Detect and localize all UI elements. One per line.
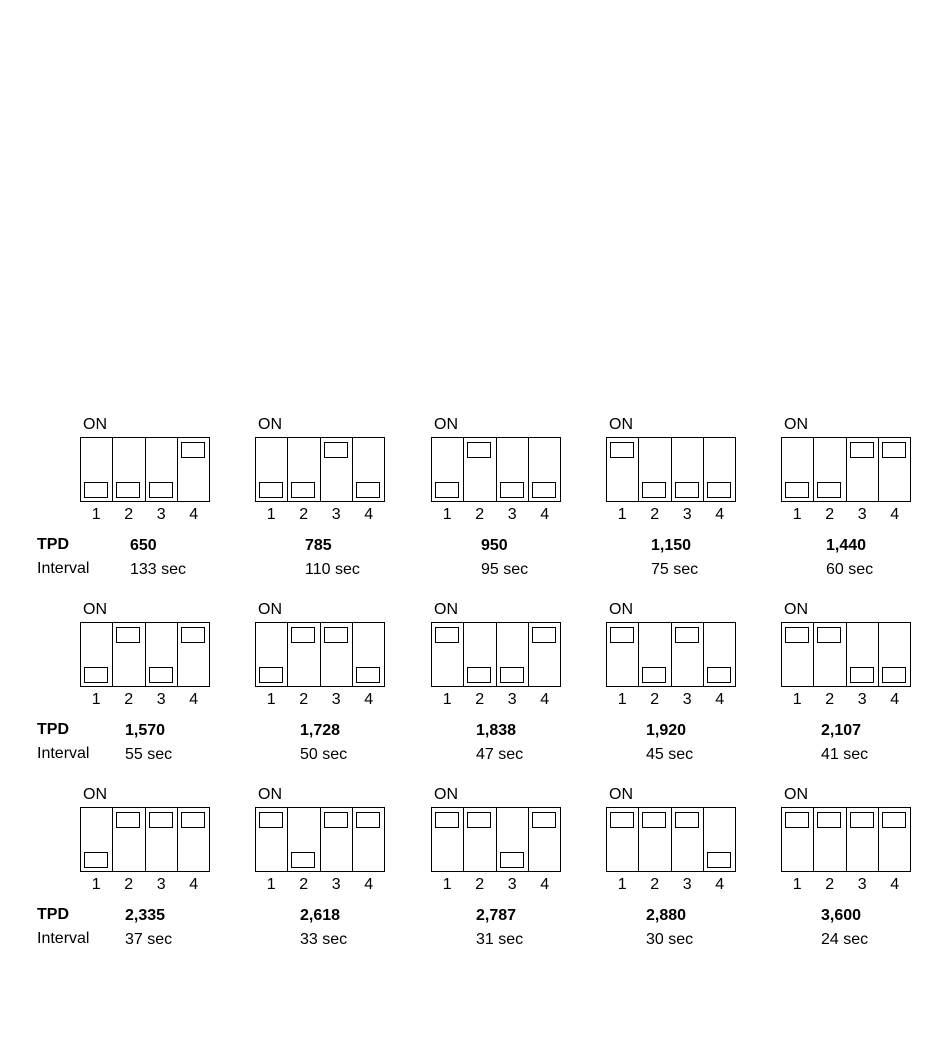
switch-number: 3 (331, 506, 341, 523)
interval-value: 37 sec (125, 931, 173, 948)
switch-number: 2 (299, 506, 309, 523)
switch-slot-4 (178, 438, 209, 501)
switch-knob-1 (785, 482, 809, 498)
switch-slot-1 (81, 438, 113, 501)
switch-number: 2 (124, 506, 134, 523)
switch-number: 1 (617, 691, 627, 708)
switch-knob-3 (149, 482, 173, 498)
switch-number: 2 (299, 876, 309, 893)
switch-number: 3 (156, 691, 166, 708)
tpd-value: 1,838 (476, 722, 517, 739)
switch-knob-4 (882, 667, 906, 683)
switch-number: 3 (857, 506, 867, 523)
switch-number: 3 (682, 876, 692, 893)
switch-slot-2 (288, 623, 320, 686)
switch-slot-3 (321, 438, 353, 501)
switch-knob-2 (817, 482, 841, 498)
switch-number: 3 (156, 876, 166, 893)
switch-knob-4 (532, 627, 556, 643)
switch-number: 4 (890, 506, 900, 523)
switch-number: 3 (507, 691, 517, 708)
switch-knob-3 (500, 852, 524, 868)
switch-slot-1 (782, 438, 814, 501)
switch-knob-3 (324, 627, 348, 643)
switch-knob-4 (181, 442, 205, 458)
switch-knob-4 (707, 667, 731, 683)
switch-knob-3 (850, 667, 874, 683)
on-label: ON (83, 416, 107, 433)
switch-number: 2 (124, 691, 134, 708)
interval-row-label: Interval (37, 745, 90, 762)
switch-number: 4 (715, 506, 725, 523)
dip-switch-block (80, 807, 210, 872)
switch-slot-2 (288, 438, 320, 501)
switch-slot-4 (529, 438, 560, 501)
switch-knob-3 (675, 812, 699, 828)
switch-number: 3 (682, 506, 692, 523)
switch-number: 1 (617, 506, 627, 523)
switch-number: 4 (540, 876, 550, 893)
dip-switch-setting (431, 416, 563, 578)
switch-slot-4 (879, 623, 910, 686)
dip-switch-block (255, 807, 385, 872)
switch-slot-1 (607, 438, 639, 501)
switch-slot-3 (321, 808, 353, 871)
switch-number: 4 (189, 876, 199, 893)
switch-knob-4 (532, 812, 556, 828)
dip-switch-block (606, 622, 736, 687)
on-label: ON (609, 416, 633, 433)
switch-knob-4 (532, 482, 556, 498)
switch-knob-4 (181, 812, 205, 828)
switch-number: 4 (540, 691, 550, 708)
tpd-value: 2,107 (821, 722, 862, 739)
dip-switch-setting (80, 601, 212, 763)
switch-number: 1 (617, 876, 627, 893)
switch-number: 1 (792, 506, 802, 523)
switch-slot-4 (353, 438, 384, 501)
switch-knob-2 (467, 442, 491, 458)
switch-number: 3 (857, 876, 867, 893)
switch-slot-1 (256, 623, 288, 686)
switch-knob-4 (356, 812, 380, 828)
dip-switch-block (606, 437, 736, 502)
switch-knob-2 (817, 627, 841, 643)
switch-knob-2 (642, 812, 666, 828)
switch-knob-4 (356, 482, 380, 498)
switch-knob-1 (435, 482, 459, 498)
on-label: ON (258, 601, 282, 618)
dip-switch-block (255, 622, 385, 687)
switch-knob-1 (84, 852, 108, 868)
dip-switch-setting (606, 601, 738, 763)
tpd-row-label: TPD (37, 721, 69, 738)
switch-knob-3 (675, 627, 699, 643)
switch-number: 2 (825, 876, 835, 893)
tpd-row-label: TPD (37, 536, 69, 553)
switch-numbers (781, 506, 911, 524)
switch-number: 1 (792, 691, 802, 708)
switch-number: 4 (540, 506, 550, 523)
on-label: ON (83, 601, 107, 618)
interval-row-label: Interval (37, 930, 90, 947)
switch-slot-3 (497, 438, 529, 501)
interval-value: 95 sec (481, 561, 529, 578)
switch-numbers (606, 691, 736, 709)
switch-slot-2 (113, 438, 145, 501)
switch-number: 2 (475, 691, 485, 708)
switch-number: 3 (857, 691, 867, 708)
switch-slot-1 (782, 623, 814, 686)
dip-switch-block (781, 622, 911, 687)
switch-number: 2 (650, 876, 660, 893)
interval-value: 31 sec (476, 931, 524, 948)
switch-number: 2 (825, 506, 835, 523)
dip-switch-block (431, 437, 561, 502)
switch-number: 2 (650, 691, 660, 708)
switch-number: 4 (715, 876, 725, 893)
switch-knob-3 (675, 482, 699, 498)
dip-switch-setting (255, 601, 387, 763)
tpd-value: 2,618 (300, 907, 341, 924)
switch-slot-1 (81, 623, 113, 686)
switch-knob-2 (467, 667, 491, 683)
dip-switch-setting (606, 786, 738, 948)
switch-knob-1 (259, 667, 283, 683)
switch-number: 3 (507, 506, 517, 523)
switch-numbers (255, 876, 385, 894)
switch-number: 4 (890, 876, 900, 893)
switch-number: 1 (442, 691, 452, 708)
interval-value: 33 sec (300, 931, 348, 948)
on-label: ON (434, 416, 458, 433)
switch-slot-1 (256, 438, 288, 501)
interval-value: 133 sec (130, 561, 187, 578)
switch-knob-3 (850, 812, 874, 828)
switch-numbers (431, 691, 561, 709)
switch-slot-4 (879, 808, 910, 871)
dip-switch-setting (781, 416, 913, 578)
switch-number: 2 (299, 691, 309, 708)
switch-knob-2 (291, 852, 315, 868)
interval-value: 47 sec (476, 746, 524, 763)
interval-value: 75 sec (651, 561, 699, 578)
switch-number: 1 (266, 876, 276, 893)
switch-slot-3 (847, 438, 879, 501)
dip-switch-block (606, 807, 736, 872)
switch-number: 1 (442, 506, 452, 523)
switch-slot-4 (529, 808, 560, 871)
switch-number: 1 (792, 876, 802, 893)
switch-number: 3 (507, 876, 517, 893)
on-label: ON (784, 601, 808, 618)
switch-slot-2 (814, 808, 846, 871)
switch-knob-1 (785, 812, 809, 828)
switch-knob-1 (84, 667, 108, 683)
dip-switch-setting (80, 786, 212, 948)
interval-value: 110 sec (305, 561, 360, 578)
switch-slot-3 (672, 808, 704, 871)
switch-numbers (80, 506, 210, 524)
tpd-value: 1,920 (646, 722, 687, 739)
tpd-value: 1,570 (125, 722, 166, 739)
switch-number: 1 (266, 691, 276, 708)
switch-number: 3 (331, 876, 341, 893)
switch-numbers (606, 506, 736, 524)
switch-knob-3 (324, 442, 348, 458)
switch-numbers (781, 876, 911, 894)
switch-knob-2 (291, 627, 315, 643)
interval-value: 41 sec (821, 746, 869, 763)
switch-numbers (255, 506, 385, 524)
switch-number: 3 (682, 691, 692, 708)
interval-value: 30 sec (646, 931, 694, 948)
dip-switch-setting (80, 416, 212, 578)
switch-slot-3 (847, 808, 879, 871)
switch-knob-2 (291, 482, 315, 498)
on-label: ON (784, 416, 808, 433)
switch-knob-3 (149, 812, 173, 828)
switch-number: 1 (91, 506, 101, 523)
switch-slot-1 (432, 808, 464, 871)
switch-slot-1 (607, 808, 639, 871)
switch-slot-1 (256, 808, 288, 871)
tpd-value: 950 (481, 537, 508, 554)
switch-slot-2 (113, 623, 145, 686)
dip-switch-block (80, 622, 210, 687)
switch-number: 1 (91, 876, 101, 893)
switch-knob-2 (642, 482, 666, 498)
switch-slot-2 (464, 438, 496, 501)
switch-number: 3 (331, 691, 341, 708)
switch-knob-1 (84, 482, 108, 498)
switch-slot-4 (529, 623, 560, 686)
switch-number: 4 (715, 691, 725, 708)
switch-knob-3 (500, 482, 524, 498)
switch-slot-3 (146, 438, 178, 501)
switch-knob-4 (181, 627, 205, 643)
switch-number: 2 (124, 876, 134, 893)
switch-numbers (80, 876, 210, 894)
switch-knob-1 (610, 442, 634, 458)
switch-slot-4 (704, 808, 735, 871)
switch-numbers (255, 691, 385, 709)
switch-slot-4 (704, 438, 735, 501)
switch-knob-4 (707, 482, 731, 498)
switch-slot-2 (113, 808, 145, 871)
switch-knob-3 (324, 812, 348, 828)
switch-number: 4 (189, 691, 199, 708)
dip-switch-setting (781, 786, 913, 948)
switch-slot-2 (464, 808, 496, 871)
tpd-value: 785 (305, 537, 332, 554)
dip-switch-setting (431, 601, 563, 763)
switch-knob-4 (356, 667, 380, 683)
switch-number: 2 (475, 876, 485, 893)
switch-slot-3 (497, 623, 529, 686)
on-label: ON (609, 786, 633, 803)
switch-slot-2 (639, 623, 671, 686)
tpd-value: 1,150 (651, 537, 692, 554)
dip-switch-setting (255, 786, 387, 948)
switch-knob-1 (259, 812, 283, 828)
on-label: ON (434, 786, 458, 803)
switch-knob-1 (610, 812, 634, 828)
switch-slot-4 (178, 808, 209, 871)
switch-knob-1 (435, 627, 459, 643)
switch-slot-3 (672, 623, 704, 686)
switch-knob-2 (116, 627, 140, 643)
switch-slot-3 (672, 438, 704, 501)
switch-slot-4 (704, 623, 735, 686)
dip-switch-setting (606, 416, 738, 578)
switch-numbers (606, 876, 736, 894)
switch-slot-3 (847, 623, 879, 686)
switch-slot-1 (81, 808, 113, 871)
switch-knob-4 (707, 852, 731, 868)
switch-slot-4 (178, 623, 209, 686)
switch-slot-4 (353, 623, 384, 686)
dip-switch-block (781, 437, 911, 502)
dip-switch-block (431, 807, 561, 872)
on-label: ON (784, 786, 808, 803)
tpd-value: 2,335 (125, 907, 166, 924)
switch-slot-2 (288, 808, 320, 871)
switch-knob-4 (882, 812, 906, 828)
switch-knob-1 (610, 627, 634, 643)
switch-slot-2 (639, 808, 671, 871)
on-label: ON (258, 416, 282, 433)
switch-slot-3 (497, 808, 529, 871)
switch-knob-2 (817, 812, 841, 828)
switch-slot-2 (814, 623, 846, 686)
switch-slot-3 (146, 623, 178, 686)
tpd-value: 1,440 (826, 537, 867, 554)
switch-knob-3 (850, 442, 874, 458)
switch-slot-1 (607, 623, 639, 686)
switch-knob-1 (785, 627, 809, 643)
switch-knob-1 (435, 812, 459, 828)
dip-switch-block (255, 437, 385, 502)
dip-switch-setting (255, 416, 387, 578)
switch-slot-2 (639, 438, 671, 501)
switch-number: 2 (825, 691, 835, 708)
switch-number: 1 (91, 691, 101, 708)
tpd-value: 1,728 (300, 722, 341, 739)
switch-number: 4 (890, 691, 900, 708)
dip-switch-setting (781, 601, 913, 763)
switch-slot-2 (464, 623, 496, 686)
switch-slot-3 (146, 808, 178, 871)
switch-number: 4 (189, 506, 199, 523)
interval-value: 24 sec (821, 931, 869, 948)
switch-number: 2 (475, 506, 485, 523)
switch-knob-4 (882, 442, 906, 458)
switch-number: 4 (364, 691, 374, 708)
switch-slot-4 (353, 808, 384, 871)
switch-knob-2 (116, 812, 140, 828)
switch-slot-1 (432, 623, 464, 686)
interval-value: 45 sec (646, 746, 694, 763)
tpd-value: 2,787 (476, 907, 517, 924)
switch-number: 1 (442, 876, 452, 893)
switch-slot-4 (879, 438, 910, 501)
dip-switch-setting (431, 786, 563, 948)
tpd-row-label: TPD (37, 906, 69, 923)
switch-number: 1 (266, 506, 276, 523)
interval-value: 60 sec (826, 561, 874, 578)
switch-slot-3 (321, 623, 353, 686)
dip-switch-block (431, 622, 561, 687)
switch-slot-2 (814, 438, 846, 501)
switch-knob-3 (149, 667, 173, 683)
switch-number: 4 (364, 876, 374, 893)
switch-knob-2 (642, 667, 666, 683)
switch-numbers (431, 506, 561, 524)
interval-row-label: Interval (37, 560, 90, 577)
switch-number: 3 (156, 506, 166, 523)
on-label: ON (258, 786, 282, 803)
dip-switch-block (781, 807, 911, 872)
on-label: ON (609, 601, 633, 618)
interval-value: 50 sec (300, 746, 348, 763)
switch-knob-2 (116, 482, 140, 498)
dip-switch-block (80, 437, 210, 502)
switch-numbers (80, 691, 210, 709)
switch-number: 4 (364, 506, 374, 523)
switch-slot-1 (782, 808, 814, 871)
tpd-value: 650 (130, 537, 157, 554)
tpd-value: 3,600 (821, 907, 862, 924)
on-label: ON (83, 786, 107, 803)
switch-knob-1 (259, 482, 283, 498)
switch-number: 2 (650, 506, 660, 523)
switch-knob-3 (500, 667, 524, 683)
switch-numbers (431, 876, 561, 894)
on-label: ON (434, 601, 458, 618)
switch-slot-1 (432, 438, 464, 501)
switch-knob-2 (467, 812, 491, 828)
interval-value: 55 sec (125, 746, 173, 763)
switch-numbers (781, 691, 911, 709)
tpd-value: 2,880 (646, 907, 687, 924)
